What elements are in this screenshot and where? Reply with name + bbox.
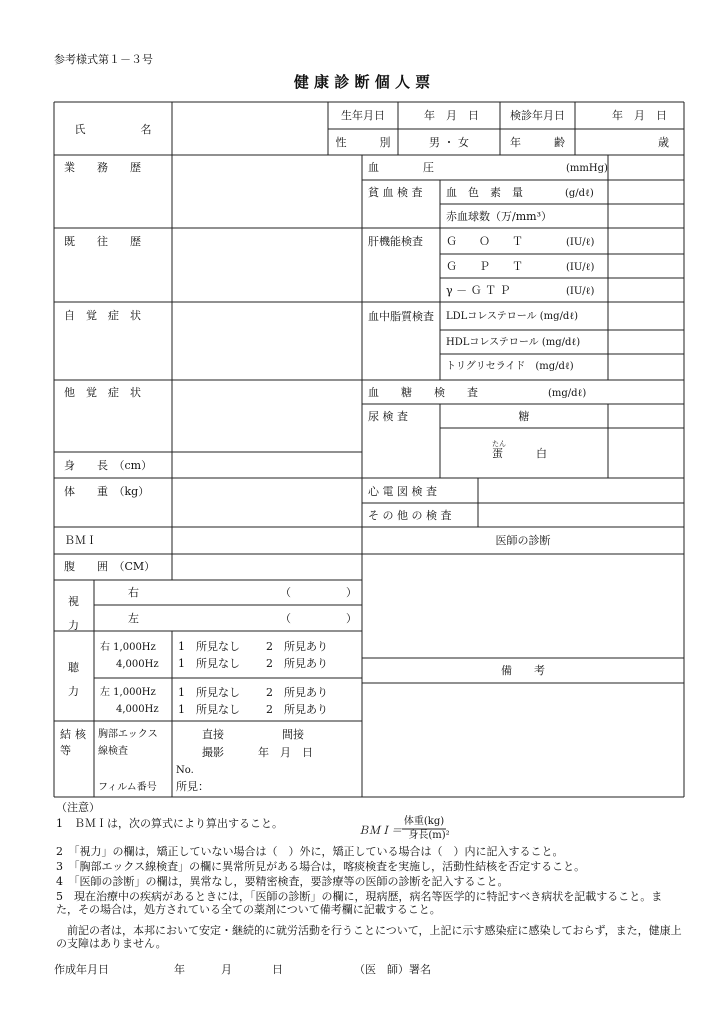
ggtp-label: γ － Ｇ Ｔ Ｐ — [446, 284, 511, 297]
sex-label: 性 別 — [335, 136, 391, 149]
tuberculosis-label: 結核等 — [60, 728, 90, 757]
rbc-label: 赤血球数（万/mm³） — [446, 210, 552, 223]
vision-left-corrected[interactable]: （ ） — [280, 612, 357, 625]
triglyceride-label: トリグリセライド (mg/dℓ) — [446, 361, 574, 372]
bmi-label: ＢＭＩ — [64, 534, 97, 547]
vision-left-label: 左 — [128, 612, 139, 625]
note-3: 3 「胸部エックス線検査」の欄に異常所見がある場合は，喀痰検査を実施し，活動性結核を否定すること。 — [56, 860, 586, 873]
other-tests-label: そ の 他 の 検 査 — [368, 509, 452, 522]
urine-protein-ruby: たん — [492, 440, 506, 448]
vision-label: 視力 — [68, 595, 79, 632]
objective-symptoms-label: 他 覚 症 状 — [64, 386, 141, 399]
ggtp-unit: (IU/ℓ) — [566, 286, 595, 297]
ldl-label: LDLコレステロール (mg/dℓ) — [446, 311, 579, 322]
xray-date[interactable]: 年 月 日 — [258, 746, 313, 759]
film-number-label: フィルム番号 — [98, 782, 157, 793]
blood-pressure-label: 血 圧 — [368, 161, 434, 174]
hearing-l1-no-finding[interactable]: 1 所見なし — [178, 686, 240, 699]
hearing-left-1000: 左 1,000Hz — [100, 687, 156, 698]
gpt-unit: (IU/ℓ) — [566, 262, 595, 273]
hearing-l1-finding[interactable]: 2 所見あり — [266, 686, 328, 699]
blood-pressure-unit: (mmHg) — [566, 163, 608, 174]
vision-right-corrected[interactable]: （ ） — [280, 586, 357, 599]
vision-right-label: 右 — [128, 586, 139, 599]
age-label: 年 齢 — [510, 136, 565, 149]
blood-sugar-label: 血 糖 検 査 — [368, 386, 478, 399]
note-5: 5 現在治療中の疾病があるときには，「医師の診断」の欄に，現病歴，病名等医学的に特記すべき病状を記載すること。また，その場合は，処方されている全ての薬剤について備考欄に記載すること。 — [56, 890, 663, 916]
xray-findings-label: 所見： — [176, 780, 209, 793]
xray-indirect-option[interactable]: 間接 — [282, 728, 304, 741]
hearing-r2-no-finding[interactable]: 1 所見なし — [178, 657, 240, 670]
hdl-label: HDLコレステロール (mg/dℓ) — [446, 337, 581, 348]
ecg-label: 心 電 図 検 査 — [368, 485, 437, 498]
hearing-left-4000: 4,000Hz — [116, 704, 159, 715]
birth-date-label: 生年月日 — [341, 109, 385, 122]
urine-protein-label: 蛋 白 — [492, 447, 547, 460]
hearing-l2-finding[interactable]: 2 所見あり — [266, 703, 328, 716]
bmi-formula-numerator: 体重(kg) — [403, 816, 445, 827]
hearing-l2-no-finding[interactable]: 1 所見なし — [178, 703, 240, 716]
declaration: 前記の者は，本邦において安定・継続的に就労活動を行うことについて，上記に示す感染症に感染しておらず，また，健康上の支障はありません。 — [56, 924, 682, 950]
page-title: 健 康 診 断 個 人 票 — [293, 73, 431, 91]
creation-month[interactable]: 月 — [221, 963, 232, 976]
waist-label: 腹 囲 （CM） — [64, 560, 156, 573]
notes-heading: （注意） — [56, 801, 100, 814]
xray-direct-option[interactable]: 直接 — [202, 728, 224, 741]
remarks-label: 備 考 — [501, 664, 545, 677]
blood-sugar-unit: (mg/dℓ) — [548, 388, 587, 399]
hearing-label: 聴力 — [68, 661, 79, 698]
chest-xray-label: 胸部エックス — [98, 729, 158, 740]
blood-lipid-label: 血中脂質検査 — [368, 310, 434, 323]
creation-date-label: 作成年月日 — [54, 963, 109, 976]
bmi-formula-denominator: 身長(m)² — [408, 830, 450, 841]
chest-xray-label-2: 線検査 — [98, 746, 128, 757]
doctor-signature-label: （医 師）署名 — [354, 963, 431, 976]
subjective-symptoms-label: 自 覚 症 状 — [64, 309, 141, 322]
creation-day[interactable]: 日 — [272, 963, 283, 976]
occupation-history-label: 業 務 歴 — [64, 161, 141, 174]
anemia-test-label: 貧 血 検 査 — [368, 186, 423, 199]
bmi-formula-lhs: ＢＭＩ＝ — [358, 824, 402, 837]
past-history-label: 既 往 歴 — [64, 235, 141, 248]
exam-date-label: 検診年月日 — [510, 109, 565, 122]
note-4: 4 「医師の診断」の欄は，異常なし，要精密検査，要診療等の医師の診断を記入すること。 — [56, 875, 509, 888]
note-1: 1 ＢＭＩは，次の算式により算出すること。 — [56, 817, 283, 830]
weight-label: 体 重 （kg） — [64, 485, 150, 498]
form-number: 参考様式第１－３号 — [54, 53, 153, 66]
hearing-right-4000: 4,000Hz — [116, 659, 159, 670]
urine-sugar-label: 糖 — [518, 410, 530, 423]
hemoglobin-unit: (g/dℓ) — [565, 188, 594, 199]
birth-date-value[interactable]: 年 月 日 — [424, 109, 479, 122]
hearing-r2-finding[interactable]: 2 所見あり — [266, 657, 328, 670]
hemoglobin-label: 血 色 素 量 — [446, 186, 523, 199]
height-label: 身 長 （cm） — [64, 459, 153, 472]
hearing-right-1000: 右 1,000Hz — [100, 642, 156, 653]
name-label: 氏 名 — [74, 123, 152, 136]
got-unit: (IU/ℓ) — [566, 237, 595, 248]
liver-function-label: 肝機能検査 — [368, 235, 423, 248]
exam-date-value[interactable]: 年 月 日 — [612, 109, 667, 122]
got-label: Ｇ Ｏ Ｔ — [446, 235, 523, 248]
age-unit: 歳 — [658, 136, 669, 149]
hearing-r1-finding[interactable]: 2 所見あり — [266, 640, 328, 653]
xray-number-label: No. — [176, 765, 194, 776]
hearing-r1-no-finding[interactable]: 1 所見なし — [178, 640, 240, 653]
urine-test-label: 尿 検 査 — [368, 410, 408, 423]
doctor-diagnosis-label: 医師の診断 — [495, 534, 551, 547]
gpt-label: Ｇ Ｐ Ｔ — [446, 260, 523, 273]
note-2: 2 「視力」の欄は，矯正していない場合は（ ）外に，矯正している場合は（ ）内に記入すること。 — [56, 845, 564, 858]
xray-photo-label: 撮影 — [202, 746, 224, 759]
sex-options[interactable]: 男 ・ 女 — [429, 136, 469, 149]
creation-year[interactable]: 年 — [174, 963, 185, 976]
